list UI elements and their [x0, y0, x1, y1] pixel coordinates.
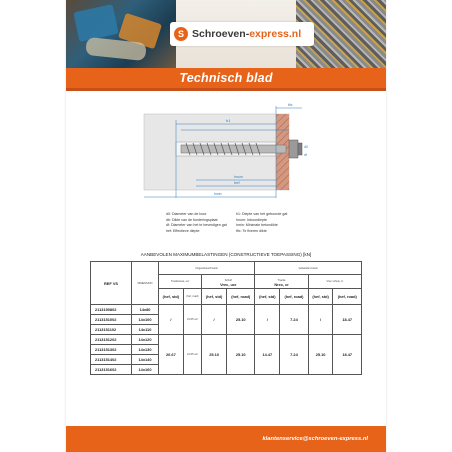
label-tfix: tfix — [288, 103, 293, 107]
sub-uncracked-shear: Schuif Vrec, ucr — [202, 275, 255, 289]
table-cell: 14x160 — [132, 365, 159, 375]
table-cell: 14x120 — [132, 335, 159, 345]
table-cell: 25.10 — [226, 335, 254, 375]
anchor-drawing — [66, 100, 386, 212]
col-head: (hef, std) — [308, 289, 333, 305]
screw-shaft — [181, 145, 286, 153]
table-cell: 2113151202 — [91, 335, 132, 345]
label-h1: h1 — [226, 118, 231, 123]
logo-brand-accent: express.nl — [249, 28, 302, 40]
footer-email-link[interactable]: klantenservice@schroeven-express.nl — [262, 436, 368, 442]
col-head: (hef, road) — [280, 289, 308, 305]
legend-item: hef: Effectieve diepte — [166, 228, 200, 233]
legend-right — [236, 212, 287, 234]
label-df: df — [304, 153, 307, 157]
table-cell: 2113150802 — [91, 305, 132, 315]
table-cell: 14x100 — [132, 315, 159, 325]
legend-item: db: Dikte van de funderingsplaat — [166, 217, 218, 222]
title-banner — [66, 68, 386, 88]
table-cell: 7.24 — [280, 335, 308, 375]
legend-item: d0: Diameter van de boor — [166, 212, 207, 216]
label-hnom: hnom — [234, 175, 243, 179]
table-cell: 2113151602 — [91, 365, 132, 375]
label-d0: d0 — [304, 145, 308, 149]
table-cell: 14x130 — [132, 345, 159, 355]
anchor-drawing-svg — [66, 100, 386, 212]
col-head: (hef, std) — [202, 289, 227, 305]
table-row — [91, 305, 362, 315]
dim-header: DIMENSION — [132, 262, 159, 305]
table-cell: 14x140 — [132, 355, 159, 365]
legend-item: tfix: Te fixeren dikte — [236, 228, 267, 233]
banner-underline — [66, 88, 386, 91]
col-head: (hef, road) — [183, 289, 201, 305]
table-cell: / — [159, 305, 184, 335]
sub-uncracked-tension: Trackstress, ucr — [159, 275, 202, 289]
table-cell: / — [308, 305, 333, 335]
load-table — [90, 261, 362, 375]
table-cell: 21.65 ucr — [183, 305, 201, 335]
table-cell: 2113151002 — [91, 315, 132, 325]
table-cell: 7.24 — [280, 305, 308, 335]
col-head: (hef, road) — [226, 289, 254, 305]
screw-head — [289, 140, 298, 158]
table-cell: / — [255, 305, 280, 335]
col-head: (hef, std) — [255, 289, 280, 305]
table-title: AANBEVOLEN MAXIMUMBELASTINGEN (CONSTRUCTIEVE TOEPASSING) [kN] — [140, 252, 312, 257]
label-hmin: hmin — [214, 192, 222, 196]
brand-logo[interactable] — [170, 22, 314, 46]
logo-text — [192, 28, 301, 40]
table-cell: 2113151402 — [91, 355, 132, 365]
table-cell: 14.47 — [255, 335, 280, 375]
group-uncracked: Ongescheurd beton — [159, 262, 255, 275]
table-cell: 25.10 — [202, 335, 227, 375]
table-cell: / — [202, 305, 227, 335]
table-row — [91, 335, 362, 345]
table-cell: 25.10 — [308, 335, 333, 375]
logo-mark-icon: S — [174, 27, 188, 41]
col-head: (hef, road) — [333, 289, 362, 305]
table-cell: 14x80 — [132, 305, 159, 315]
tools-photo — [66, 0, 176, 68]
col-head: (hef, std) — [159, 289, 184, 305]
table-cell: 14x110 — [132, 325, 159, 335]
table-cell: 18.47 — [333, 305, 362, 335]
sub-cracked-tension: Tractie Nrec, cr — [255, 275, 308, 289]
ref-header: REF VS — [91, 262, 132, 305]
table-cell: 20.67 — [159, 335, 184, 375]
legend-item: hmin: Minimale betondikte — [236, 223, 278, 228]
legend-item: hnom: Inboordiepte — [236, 217, 267, 222]
logo-brand: Schroeven- — [192, 28, 250, 40]
table-cell: 25.10 — [226, 305, 254, 335]
legend-item: h1: Diepte van het geboorde gat — [236, 212, 288, 216]
sub-cracked-shear: Vrec schuiv, cr — [308, 275, 361, 289]
header-photo-strip — [66, 0, 386, 68]
table-cell: 2113151102 — [91, 325, 132, 335]
group-cracked: Gebarsten beton — [255, 262, 362, 275]
legend-left — [166, 212, 227, 234]
footer-bar — [66, 426, 386, 452]
drawing-legend — [66, 212, 386, 248]
table-cell: 2113151302 — [91, 345, 132, 355]
page-title: Technisch blad — [179, 71, 273, 85]
table-cell: 18.47 — [333, 335, 362, 375]
table-cell: 21.65 ucr — [183, 335, 201, 375]
label-hef: hef — [234, 180, 240, 185]
legend-item: df: Diameter van het te bevestigen gat — [166, 223, 227, 228]
technical-sheet-page — [66, 0, 386, 452]
